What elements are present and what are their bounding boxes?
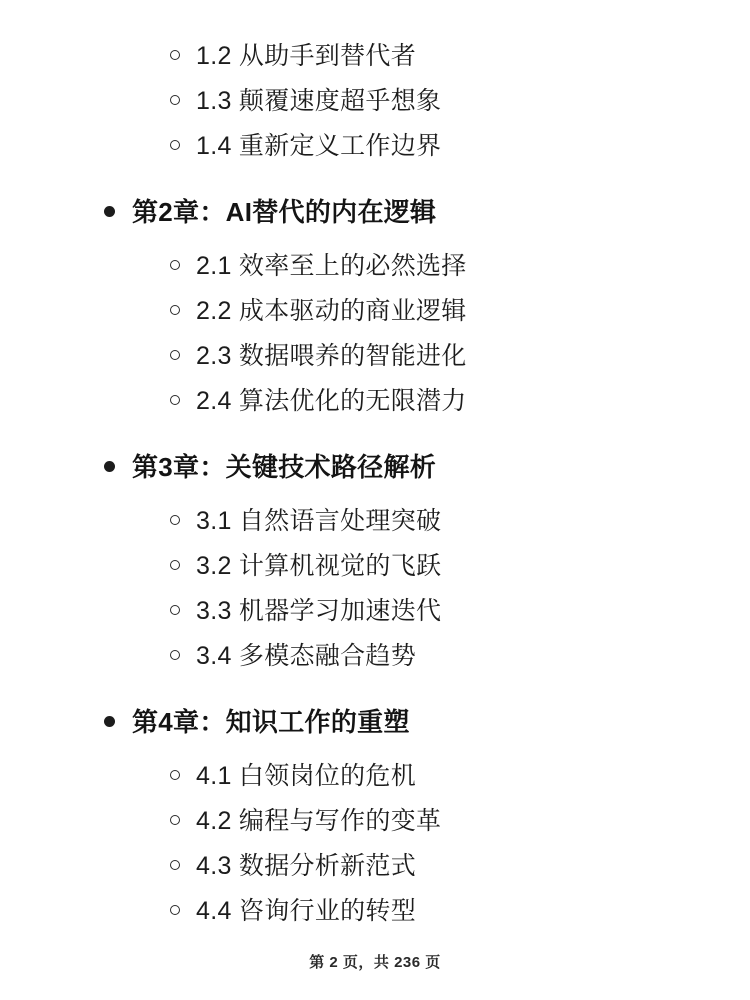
circle-marker-icon xyxy=(170,515,180,525)
disc-marker-icon xyxy=(104,206,115,217)
circle-marker-icon xyxy=(170,905,180,915)
circle-marker-icon xyxy=(170,605,180,615)
toc-entry[interactable] xyxy=(60,499,690,544)
toc-chapter-entry[interactable] xyxy=(60,696,690,748)
circle-marker-icon xyxy=(170,395,180,405)
toc-entry-label: 4.3 数据分析新范式 xyxy=(196,852,416,880)
toc-entry[interactable] xyxy=(60,754,690,799)
toc-entry-label: 2.2 成本驱动的商业逻辑 xyxy=(196,297,467,325)
circle-marker-icon xyxy=(170,770,180,780)
toc-entry-label: 1.3 颠覆速度超乎想象 xyxy=(196,87,442,115)
toc-entry-label: 1.2 从助手到替代者 xyxy=(196,42,416,70)
toc-chapter-entry[interactable] xyxy=(60,441,690,493)
toc-entry-label: 3.2 计算机视觉的飞跃 xyxy=(196,552,442,580)
toc-entry[interactable] xyxy=(60,334,690,379)
circle-marker-icon xyxy=(170,95,180,105)
toc-entry-label: 2.1 效率至上的必然选择 xyxy=(196,252,467,280)
toc-entry[interactable] xyxy=(60,799,690,844)
toc-entry-label: 4.4 咨询行业的转型 xyxy=(196,897,416,925)
circle-marker-icon xyxy=(170,50,180,60)
circle-marker-icon xyxy=(170,650,180,660)
circle-marker-icon xyxy=(170,305,180,315)
toc-entry[interactable] xyxy=(60,589,690,634)
toc-chapter-entry[interactable] xyxy=(60,186,690,238)
toc-entry-label: 3.1 自然语言处理突破 xyxy=(196,507,442,535)
toc-entry[interactable] xyxy=(60,34,690,79)
page-footer: 第 2 页，共 236 页 xyxy=(309,954,441,971)
circle-marker-icon xyxy=(170,560,180,570)
circle-marker-icon xyxy=(170,260,180,270)
toc-entry-label: 3.3 机器学习加速迭代 xyxy=(196,597,442,625)
table-of-contents xyxy=(60,34,690,934)
toc-entry-label: 1.4 重新定义工作边界 xyxy=(196,132,442,160)
toc-entry[interactable] xyxy=(60,379,690,424)
circle-marker-icon xyxy=(170,140,180,150)
circle-marker-icon xyxy=(170,350,180,360)
disc-marker-icon xyxy=(104,461,115,472)
toc-entry[interactable] xyxy=(60,889,690,934)
toc-entry[interactable] xyxy=(60,544,690,589)
toc-entry[interactable] xyxy=(60,844,690,889)
disc-marker-icon xyxy=(104,716,115,727)
toc-chapter-label: 第3章：关键技术路径解析 xyxy=(132,452,437,482)
circle-marker-icon xyxy=(170,860,180,870)
toc-entry[interactable] xyxy=(60,634,690,679)
toc-entry-label: 4.1 白领岗位的危机 xyxy=(196,762,416,790)
toc-chapter-label: 第4章：知识工作的重塑 xyxy=(132,707,410,737)
toc-chapter-label: 第2章：AI替代的内在逻辑 xyxy=(132,197,437,227)
toc-entry[interactable] xyxy=(60,244,690,289)
circle-marker-icon xyxy=(170,815,180,825)
toc-entry-label: 3.4 多模态融合趋势 xyxy=(196,642,416,670)
toc-entry-label: 2.3 数据喂养的智能进化 xyxy=(196,342,467,370)
toc-entry[interactable] xyxy=(60,124,690,169)
toc-entry[interactable] xyxy=(60,79,690,124)
toc-entry-label: 2.4 算法优化的无限潜力 xyxy=(196,387,467,415)
toc-entry-label: 4.2 编程与写作的变革 xyxy=(196,807,442,835)
toc-entry[interactable] xyxy=(60,289,690,334)
